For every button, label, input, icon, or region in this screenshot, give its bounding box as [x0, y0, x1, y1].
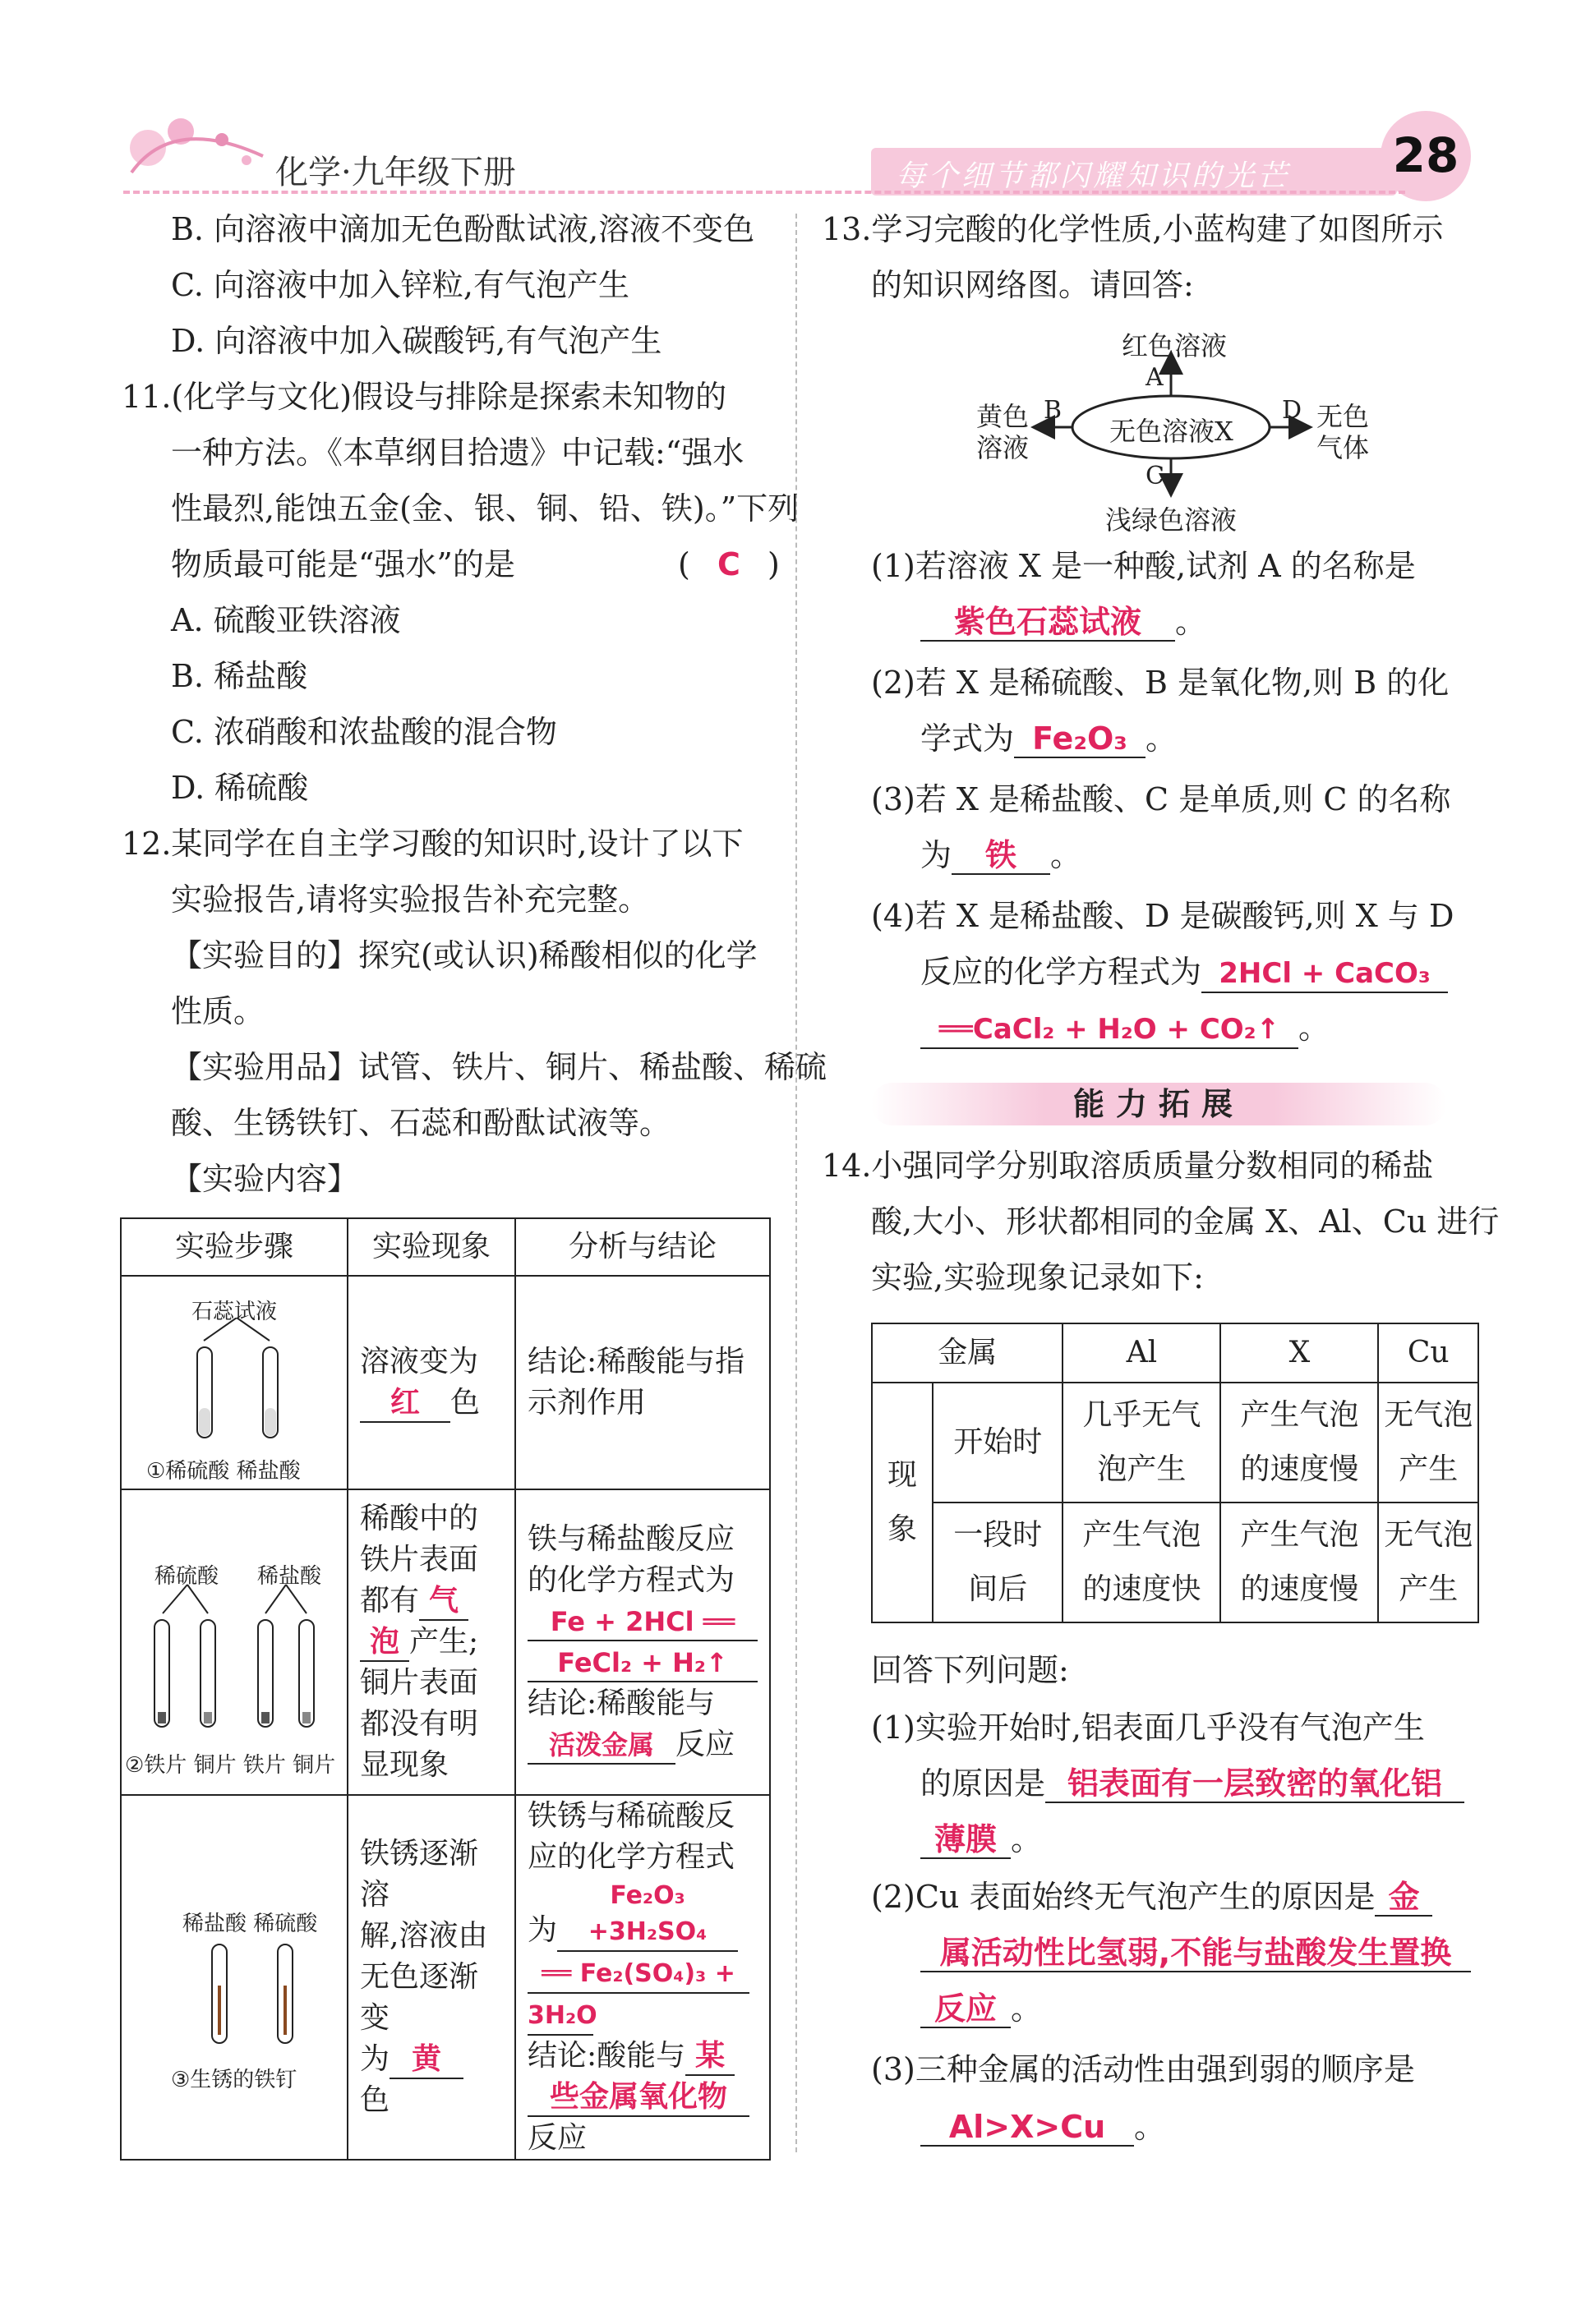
- q13-part3-line2: [920, 836, 1081, 875]
- table-header-row: [872, 1323, 1478, 1383]
- obs-text: 显现象: [360, 1748, 449, 1782]
- figure-label: 稀盐酸 稀硫酸: [182, 1912, 318, 1936]
- cell-text: 产生: [1399, 1452, 1459, 1486]
- q13-stem-line1: 13.学习完酸的化学性质,小蓝构建了如图所示: [822, 211, 1444, 247]
- floral-ornament-icon: [123, 99, 271, 189]
- observation-cell: [348, 1795, 515, 2160]
- step-figure-cell: [121, 1489, 348, 1795]
- q12-purpose-line1: 【实验目的】探究(或认识)稀酸相似的化学: [171, 937, 758, 973]
- book-title: 化学·九年级下册: [275, 154, 516, 191]
- q14-stem-line1: 14.小强同学分别取溶质质量分数相同的稀盐: [822, 1148, 1434, 1184]
- figure-label: 稀盐酸: [257, 1564, 322, 1589]
- concl-text: 反应: [675, 1728, 735, 1761]
- page-number: 28: [1392, 127, 1459, 183]
- q10-option-b: B. 向溶液中滴加无色酚酞试液,溶液不变色: [171, 211, 755, 247]
- diagram-center-label: 无色溶液X: [1109, 416, 1233, 447]
- equation-answer: ══ Fe₂(SO₄)₃ +: [528, 1956, 749, 1994]
- header: [0, 0, 1595, 214]
- period: 。: [1011, 1990, 1043, 2027]
- q14-part2-line3: [920, 1990, 1042, 2028]
- cell-text: 间后: [968, 1572, 1028, 1606]
- cell-text: 无气泡: [1384, 1518, 1473, 1552]
- period: 。: [1011, 1821, 1043, 1857]
- obs-text: 为: [360, 2042, 390, 2076]
- diagram-letter-b: B: [1044, 396, 1063, 425]
- data-cell: [1378, 1383, 1478, 1503]
- equation-answer: Fe₂O₃ +3H₂SO₄: [557, 1878, 738, 1952]
- table-row: [121, 1795, 770, 2160]
- data-cell: [1220, 1503, 1378, 1622]
- metal-test-tubes-figure: [138, 1581, 335, 1737]
- equation-answer: FeCl₂ + H₂↑: [528, 1645, 758, 1682]
- q12-items-line2: 酸、生锈铁钉、石蕊和酚酞试液等。: [171, 1105, 671, 1141]
- metal-figure: [122, 1490, 347, 1794]
- table-header-row: [121, 1218, 770, 1276]
- cell-text: 几乎无气: [1082, 1398, 1201, 1432]
- litmus-figure: [122, 1277, 347, 1489]
- q14-part2-text: (2)Cu 表面始终无气泡产生的原因是: [871, 1879, 1376, 1915]
- table-row: [872, 1383, 1478, 1503]
- q13-part4-line1: (4)若 X 是稀盐酸、D 是碳酸钙,则 X 与 D: [871, 898, 1454, 934]
- diagram-letter-d: D: [1282, 396, 1302, 425]
- q11-option-b: B. 稀盐酸: [171, 658, 308, 694]
- q11-answer: C: [717, 546, 740, 582]
- table-row: [872, 1503, 1478, 1622]
- q14-answer1-b: 薄膜: [920, 1821, 1011, 1859]
- q14-part2-line1: [871, 1878, 1432, 1917]
- bracket-close: ): [768, 546, 780, 582]
- cell-text: 的速度慢: [1240, 1452, 1359, 1486]
- step-figure-cell: [121, 1276, 348, 1489]
- equation-answer: Fe + 2HCl ══: [528, 1604, 758, 1641]
- q12-purpose-line2: 性质。: [171, 993, 265, 1029]
- q14-part3-line2: [920, 2108, 1165, 2147]
- experiment-table: [120, 1217, 771, 2161]
- period: 。: [1146, 720, 1178, 757]
- cell-text: 泡产生: [1097, 1452, 1187, 1486]
- diagram-left-label1: 黄色: [976, 401, 1030, 432]
- equation-answer: 3H₂O: [528, 1998, 593, 2036]
- knowledge-network-diagram: [970, 320, 1397, 534]
- header-cell: Cu: [1378, 1323, 1478, 1383]
- q13-part4-line2: [920, 953, 1448, 993]
- cell-text: 一段时: [953, 1518, 1043, 1552]
- obs-answer: 红: [360, 1385, 450, 1423]
- q14-answer3: Al>X>Cu: [920, 2109, 1134, 2147]
- diagram-bottom-label: 浅绿色溶液: [1105, 504, 1238, 536]
- q14-answer2-c: 反应: [920, 1990, 1011, 2028]
- diagram-left-label2: 溶液: [976, 432, 1030, 463]
- rusty-nail-figure: [122, 1797, 347, 2158]
- step-figure-cell: [121, 1795, 348, 2160]
- q14-part1-line1: (1)实验开始时,铝表面几乎没有气泡产生: [871, 1710, 1425, 1746]
- q14-answer2-b: 属活动性比氢弱,不能与盐酸发生置换: [920, 1935, 1471, 1972]
- q11-stem-line4: 物质最可能是“强水”的是: [171, 546, 515, 582]
- header-cell: 实验现象: [348, 1218, 515, 1276]
- q10-option-d: D. 向溶液中加入碳酸钙,有气泡产生: [171, 323, 662, 359]
- period: 。: [1050, 837, 1082, 873]
- q13-answer2: Fe₂O₃: [1014, 720, 1146, 758]
- bracket-open: (: [678, 546, 690, 582]
- figure-label: ③生锈的铁钉: [171, 2068, 297, 2092]
- obs-answer: 黄: [390, 2041, 463, 2079]
- header-cell: 分析与结论: [515, 1218, 770, 1276]
- figure-label: ②铁片 铜片 铁片 铜片: [125, 1753, 336, 1778]
- q14-stem-line2: 酸,大小、形状都相同的金属 X、Al、Cu 进行: [871, 1203, 1500, 1240]
- figure-label: 稀硫酸: [154, 1564, 219, 1589]
- header-cell: X: [1220, 1323, 1378, 1383]
- diagram-right-label2: 气体: [1316, 432, 1370, 463]
- q14-stem-line3: 实验,实验现象记录如下:: [871, 1259, 1204, 1295]
- q11-stem-line1: 11.(化学与文化)假设与排除是探索未知物的: [122, 379, 727, 415]
- obs-answer: 气: [419, 1583, 468, 1621]
- concl-text: 结论:稀酸能与: [528, 1687, 716, 1720]
- figure-label: 石蕊试液: [191, 1300, 278, 1324]
- q14-prompt: 回答下列问题:: [871, 1652, 1069, 1688]
- q11-stem-line2: 一种方法。《本草纲目拾遗》中记载:“强水: [171, 435, 744, 471]
- q13-part3-line1: (3)若 X 是稀盐酸、C 是单质,则 C 的名称: [871, 781, 1451, 817]
- q14-part1-line3: [920, 1820, 1042, 1859]
- row-label-cell: 开始时: [933, 1383, 1063, 1503]
- obs-text: 解,溶液由: [360, 1919, 488, 1953]
- q12-content-label: 【实验内容】: [171, 1161, 359, 1197]
- obs-text: 色: [360, 2083, 390, 2117]
- cell-text: 产生气泡: [1240, 1518, 1359, 1552]
- diagram-letter-a: A: [1146, 363, 1164, 392]
- q11-answer-bracket: [678, 545, 780, 583]
- data-cell: [1063, 1383, 1220, 1503]
- obs-answer: 泡: [360, 1624, 409, 1662]
- diagram-top-label: 红色溶液: [1122, 330, 1228, 361]
- conclusion-cell: [515, 1489, 770, 1795]
- q13-part4-line3: [920, 1009, 1330, 1049]
- cell-text: 的速度慢: [1240, 1572, 1359, 1606]
- observation-cell: [348, 1489, 515, 1795]
- q13-part4-text: 反应的化学方程式为: [920, 954, 1202, 990]
- test-tubes-figure: [171, 1318, 302, 1449]
- q13-part1: (1)若溶液 X 是一种酸,试剂 A 的名称是: [871, 548, 1416, 584]
- concl-text: 的化学方程式为: [528, 1563, 735, 1597]
- q12-stem-line1: 12.某同学在自主学习酸的知识时,设计了以下: [122, 826, 744, 862]
- obs-text: 无色逐渐变: [360, 1960, 479, 2035]
- data-cell: [1378, 1503, 1478, 1622]
- concl-answer: 活泼金属: [528, 1727, 675, 1765]
- table-row: [121, 1276, 770, 1489]
- q13-part2-line2: [920, 720, 1177, 758]
- concl-text: 为: [528, 1913, 558, 1947]
- concl-text: 反应: [528, 2121, 588, 2155]
- period: 。: [1298, 1010, 1330, 1046]
- q14-part1-text: 的原因是: [920, 1765, 1046, 1802]
- cell-text: 无气泡: [1384, 1398, 1473, 1432]
- q12-stem-line2: 实验报告,请将实验报告补充完整。: [171, 881, 650, 918]
- metal-reaction-table: [871, 1323, 1479, 1623]
- q11-option-a: A. 硫酸亚铁溶液: [171, 602, 401, 638]
- row-group-cell: 现象: [872, 1383, 933, 1622]
- concl-text: 示剂作用: [528, 1386, 647, 1420]
- row-label-cell: [933, 1503, 1063, 1622]
- q14-part1-line2: [920, 1765, 1464, 1803]
- q13-answer4-b: ══CaCl₂ + H₂O + CO₂↑: [920, 1011, 1298, 1049]
- figure-label: ①稀硫酸 稀盐酸: [146, 1459, 301, 1484]
- q13-answer1-line: [920, 603, 1206, 642]
- rusty-nail-tubes-figure: [196, 1936, 327, 2051]
- header-cell: Al: [1063, 1323, 1220, 1383]
- concl-answer: 某: [685, 2038, 735, 2076]
- section-title: 能力拓展: [1072, 1086, 1244, 1122]
- q13-stem-line2: 的知识网络图。请回答:: [871, 267, 1194, 303]
- data-cell: [1220, 1383, 1378, 1503]
- q13-answer4-a: 2HCl + CaCO₃: [1201, 955, 1448, 993]
- conclusion-cell: [515, 1795, 770, 2160]
- period: 。: [1134, 2109, 1166, 2145]
- cell-text: 的速度快: [1082, 1572, 1201, 1606]
- data-cell: [1063, 1503, 1220, 1622]
- q14-part3-line1: (3)三种金属的活动性由强到弱的顺序是: [871, 2051, 1415, 2087]
- obs-text: 铁片表面: [360, 1543, 479, 1576]
- table-row: [121, 1489, 770, 1795]
- period: 。: [1175, 604, 1207, 640]
- cell-text: 产生气泡: [1082, 1518, 1201, 1552]
- q14-answer2-a: 金: [1375, 1879, 1432, 1917]
- diagram-right-label1: 无色: [1316, 401, 1370, 432]
- obs-text: 稀酸中的: [360, 1502, 479, 1535]
- q14-part2-line2: [920, 1934, 1471, 1972]
- header-cell: 金属: [872, 1323, 1063, 1383]
- header-divider: [123, 191, 1405, 194]
- obs-text: 铜片表面: [360, 1666, 479, 1700]
- q10-option-c: C. 向溶液中加入锌粒,有气泡产生: [171, 267, 629, 303]
- q11-stem-line3: 性最烈,能蚀五金(金、银、铜、铅、铁)。”下列: [171, 490, 800, 527]
- slogan: 每个细节都闪耀知识的光芒: [896, 159, 1291, 193]
- q12-items-line1: 【实验用品】试管、铁片、铜片、稀盐酸、稀硫: [171, 1049, 827, 1085]
- q13-part2-text: 学式为: [920, 720, 1015, 757]
- concl-text: 结论:稀酸能与指: [528, 1345, 745, 1378]
- concl-text: 应的化学方程式: [528, 1840, 735, 1874]
- obs-text: 都没有明: [360, 1707, 479, 1741]
- obs-text: 色: [450, 1386, 481, 1420]
- q11-option-d: D. 稀硫酸: [171, 770, 309, 806]
- obs-text: 溶液变为: [360, 1345, 479, 1378]
- obs-text: 产生;: [409, 1625, 479, 1659]
- concl-text: 铁锈与稀硫酸反: [528, 1799, 735, 1833]
- q13-part3-text: 为: [920, 837, 952, 873]
- concl-text: 结论:酸能与: [528, 2039, 686, 2073]
- q13-part2-line1: (2)若 X 是稀硫酸、B 是氧化物,则 B 的化: [871, 665, 1450, 701]
- cell-text: 产生: [1399, 1572, 1459, 1606]
- q13-answer1: 紫色石蕊试液: [920, 604, 1175, 642]
- observation-cell: [348, 1276, 515, 1489]
- concl-answer: 些金属氧化物: [528, 2079, 749, 2117]
- header-cell: 实验步骤: [121, 1218, 348, 1276]
- q11-option-c: C. 浓硝酸和浓盐酸的混合物: [171, 714, 557, 750]
- concl-text: 铁与稀盐酸反应: [528, 1522, 735, 1556]
- conclusion-cell: [515, 1276, 770, 1489]
- diagram-letter-c: C: [1146, 462, 1164, 490]
- cell-text: 产生气泡: [1240, 1398, 1359, 1432]
- q13-answer3: 铁: [952, 837, 1050, 875]
- obs-text: 都有: [360, 1584, 420, 1618]
- obs-text: 铁锈逐渐溶: [360, 1837, 479, 1912]
- q14-answer1-a: 铝表面有一层致密的氧化铝: [1045, 1765, 1464, 1803]
